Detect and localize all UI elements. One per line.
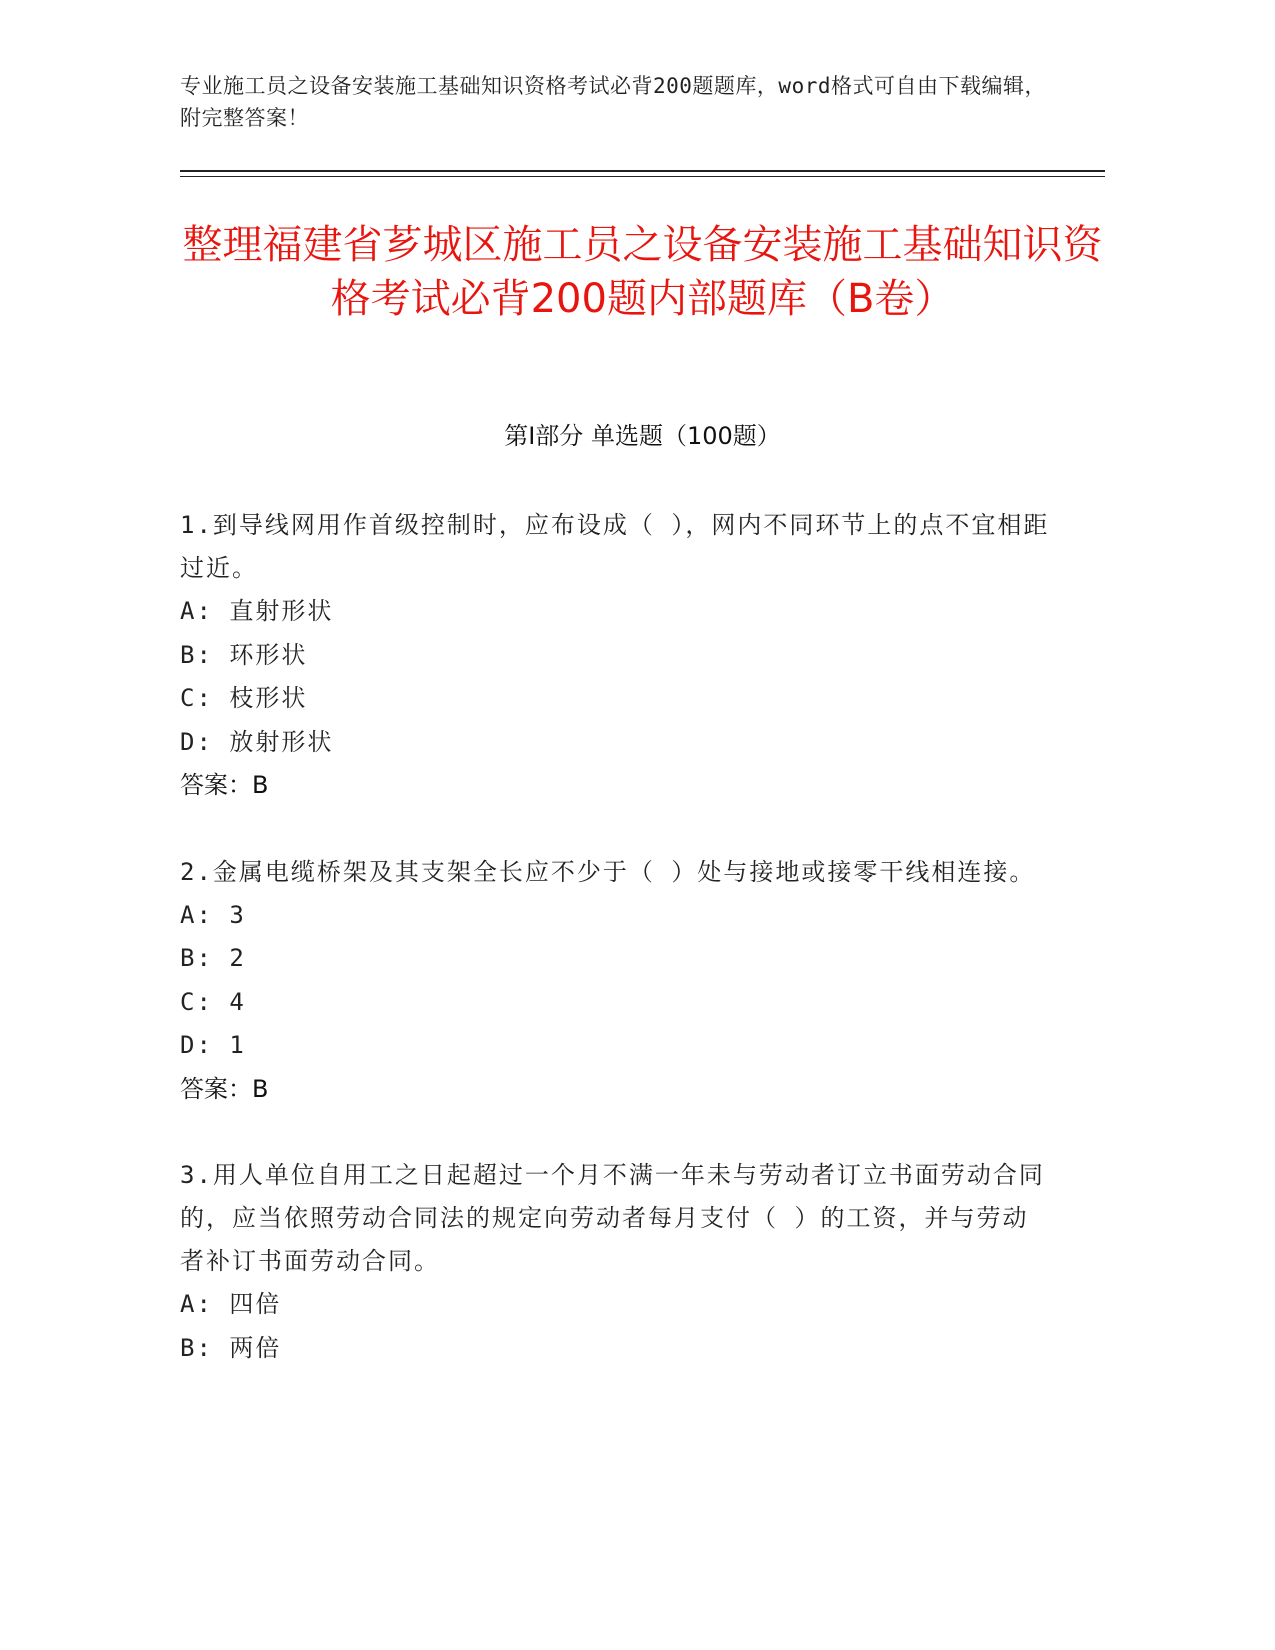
option-d: D: 放射形状 — [180, 727, 334, 756]
question-list — [180, 504, 1050, 1413]
document-title: 整理福建省芗城区施工员之设备安装施工基础知识资格考试必背200题内部题库（B卷） — [182, 222, 1103, 322]
option-a: A: 3 — [180, 900, 246, 929]
answer: 答案：B — [180, 771, 269, 799]
question-3 — [180, 1154, 1050, 1370]
answer: 答案：B — [180, 1074, 269, 1103]
question-stem: 3.用人单位自用工之日起超过一个月不满一年未与劳动者订立书面劳动合同的，应当依照劳动合同法的规定向劳动者每月支付（ ）的工资，并与劳动者补订书面劳动合同。 — [180, 1161, 1045, 1275]
question-2 — [180, 851, 1050, 1112]
option-c: C: 枝形状 — [180, 684, 308, 712]
option-a: A: 四倍 — [180, 1290, 282, 1318]
option-b: B: 两倍 — [180, 1333, 282, 1362]
section-title: 第Ⅰ部分 单选题（100题） — [504, 422, 781, 450]
option-a: A: 直射形状 — [180, 597, 334, 625]
question-stem: 1.到导线网用作首级控制时，应布设成（ ），网内不同环节上的点不宜相距过近。 — [180, 511, 1050, 582]
header-note: 专业施工员之设备安装施工基础知识资格考试必背200题题库，word格式可自由下载编辑，附完整答案！ — [180, 74, 1046, 130]
option-b: B: 环形状 — [180, 640, 308, 669]
question-stem: 2.金属电缆桥架及其支架全长应不少于（ ）处与接地或接零干线相连接。 — [180, 857, 1036, 886]
header-rule-thin — [180, 176, 1105, 177]
header-rule-thick — [180, 170, 1105, 172]
option-b: B: 2 — [180, 944, 246, 972]
option-c: C: 4 — [180, 987, 246, 1016]
option-d: D: 1 — [180, 1031, 246, 1059]
question-1 — [180, 504, 1050, 808]
